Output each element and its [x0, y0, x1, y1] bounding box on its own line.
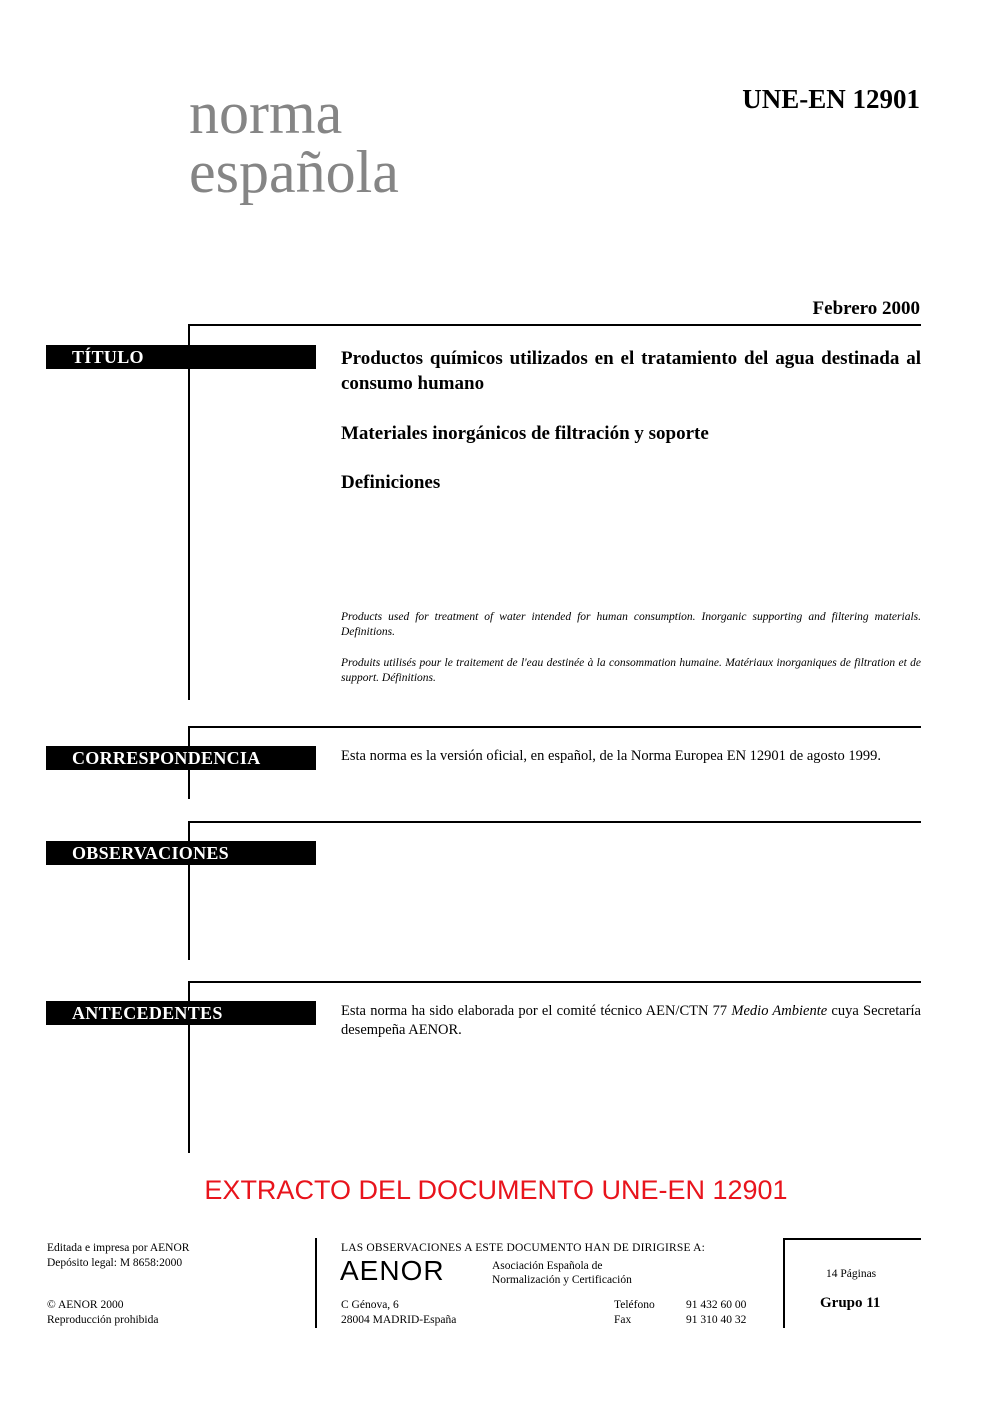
brand-line-1: norma [189, 80, 343, 146]
title-french: Produits utilisés pour le traitement de l'eau destinée à la consommation humaine. Matériaux inorganiques de filtration et de support. Définitions. [341, 657, 921, 684]
footer-publisher: Editada e impresa por AENOR [47, 1242, 190, 1254]
footer-address-2: 28004 MADRID-España [341, 1314, 457, 1326]
footer-divider-right [783, 1238, 785, 1328]
label-titulo: TÍTULO [46, 345, 316, 369]
section-rule-titulo [188, 324, 190, 700]
antecedentes-text [341, 1002, 921, 1040]
section-divider-antecedentes [188, 981, 921, 983]
antecedentes-text-end: cuya Secretaría desempeña AENOR. [341, 1003, 921, 1038]
footer-phone: 91 432 60 00 [686, 1299, 747, 1311]
section-divider-observaciones [188, 821, 921, 823]
footer-address-1: C Génova, 6 [341, 1299, 399, 1311]
standard-code: UNE-EN 12901 [742, 84, 920, 114]
extract-banner: EXTRACTO DEL DOCUMENTO UNE-EN 12901 [204, 1175, 788, 1205]
section-divider-correspondencia [188, 726, 921, 728]
title-line-2: Materiales inorgánicos de filtración y soporte [341, 423, 709, 444]
section-divider-titulo [188, 324, 921, 326]
footer-legal-deposit: Depósito legal: M 8658:2000 [47, 1257, 183, 1269]
footer-group: Grupo 11 [820, 1295, 881, 1311]
title-line-3: Definiciones [341, 472, 441, 493]
title-line-1: Productos químicos utilizados en el tratamiento del agua destinada al consumo humano [341, 348, 921, 394]
footer-copyright: © AENOR 2000 [47, 1299, 124, 1311]
antecedentes-committee-name: Medio Ambiente [731, 1003, 828, 1019]
publication-date: Febrero 2000 [812, 298, 920, 319]
footer-fax: 91 310 40 32 [686, 1314, 747, 1326]
aenor-logo: AENOR [340, 1255, 445, 1286]
footer-reproduction: Reproducción prohibida [47, 1314, 159, 1326]
footer-phone-label: Teléfono [614, 1299, 655, 1311]
aenor-org-line-1: Asociación Española de [492, 1260, 603, 1272]
label-antecedentes: ANTECEDENTES [46, 1001, 316, 1025]
label-observaciones: OBSERVACIONES [46, 841, 316, 865]
title-english: Products used for treatment of water intended for human consumption. Inorganic supporting and filtering materials. Definitions. [341, 611, 921, 638]
label-correspondencia: CORRESPONDENCIA [46, 746, 316, 770]
antecedentes-text-start: Esta norma ha sido elaborada por el comité técnico AEN/CTN 77 [341, 1003, 732, 1019]
footer-fax-label: Fax [614, 1314, 632, 1326]
correspondencia-text: Esta norma es la versión oficial, en español, de la Norma Europea EN 12901 de agosto 1999. [341, 748, 881, 764]
footer-contact-heading: LAS OBSERVACIONES A ESTE DOCUMENTO HAN DE DIRIGIRSE A: [341, 1242, 706, 1254]
brand-line-2: española [189, 139, 399, 205]
footer-divider-left [315, 1238, 317, 1328]
footer-pages: 14 Páginas [826, 1268, 877, 1280]
aenor-org-line-2: Normalización y Certificación [492, 1274, 632, 1286]
footer-box-top [783, 1238, 921, 1240]
